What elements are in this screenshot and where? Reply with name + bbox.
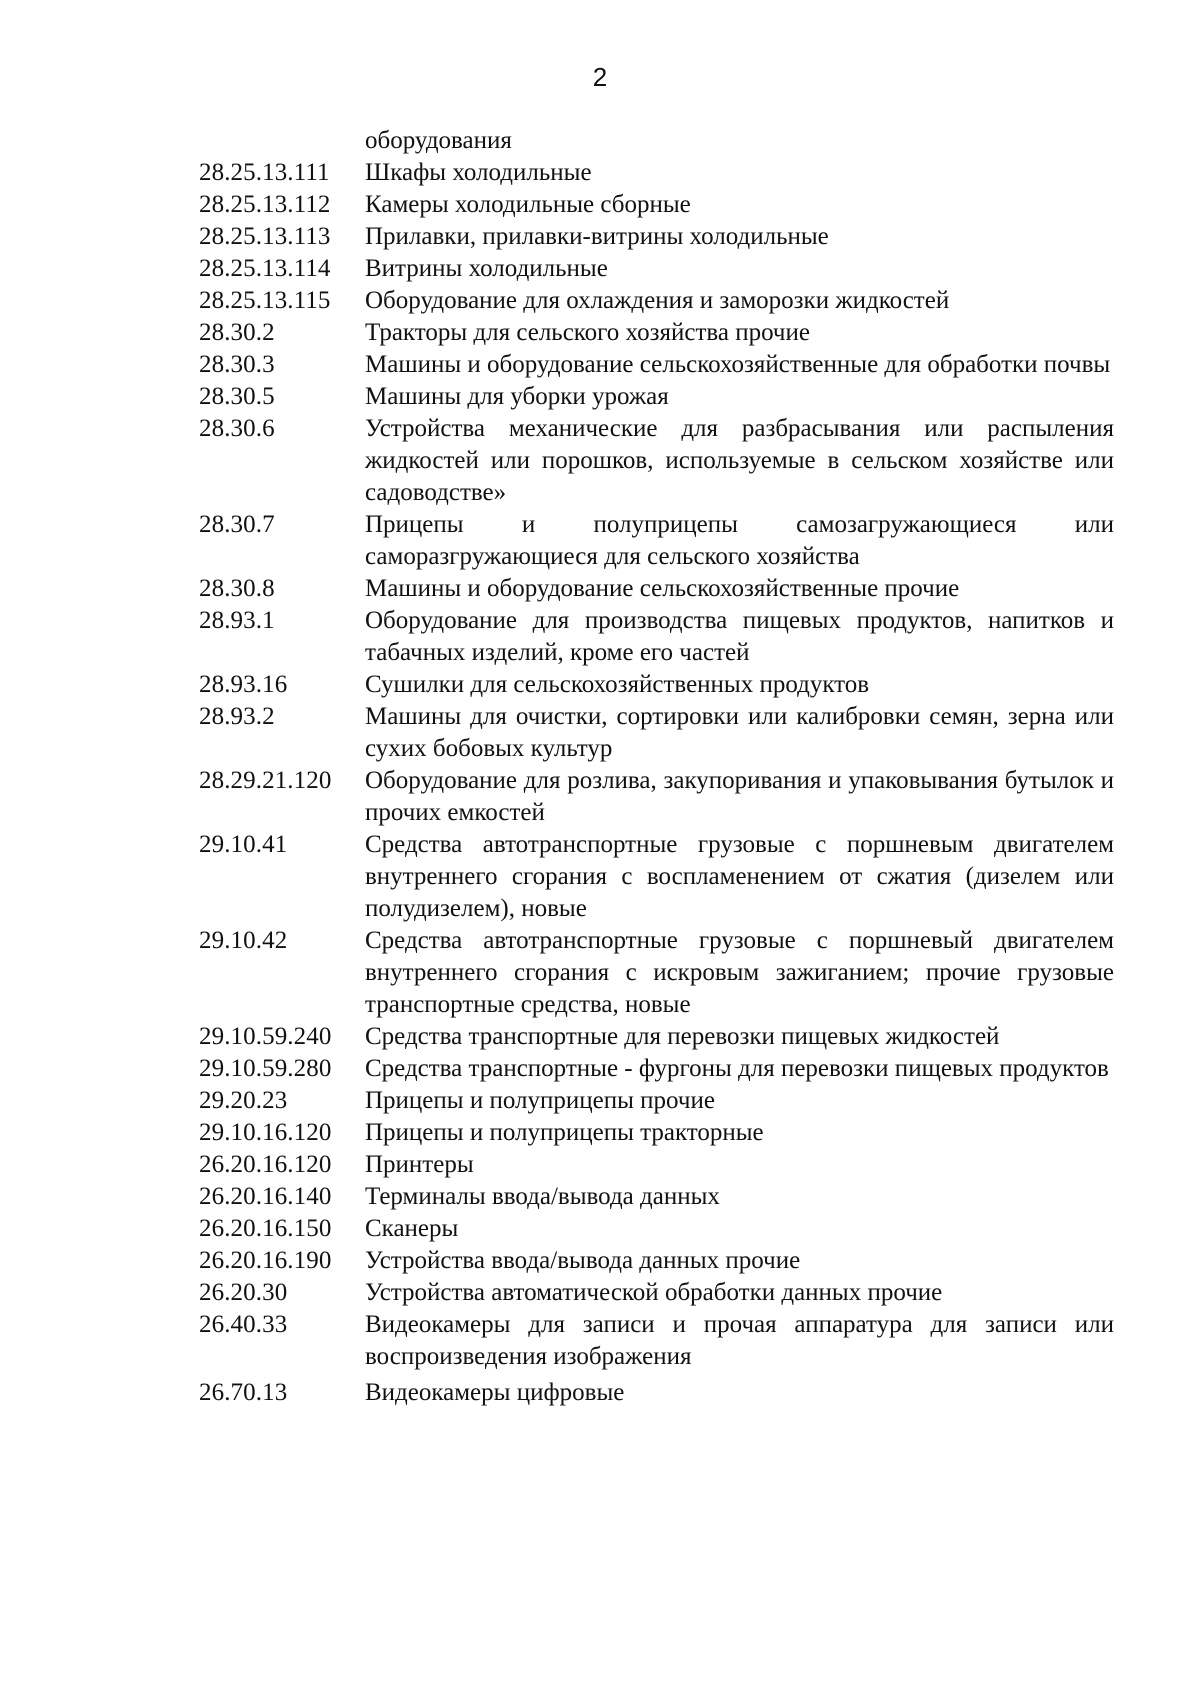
item-description: Устройства механические для разбрасывания или распыления жидкостей или порошков, используемые в сельском хозяйстве или садоводстве» bbox=[365, 415, 1114, 506]
item-description: Сканеры bbox=[365, 1215, 459, 1242]
item-code: 29.10.59.280 bbox=[199, 1055, 332, 1082]
item-description: оборудования bbox=[365, 127, 512, 154]
item-code: 26.40.33 bbox=[199, 1311, 288, 1338]
list-item bbox=[199, 573, 1114, 605]
list-item bbox=[199, 1085, 1114, 1117]
list-item bbox=[199, 925, 1114, 1021]
okpd-code-list bbox=[199, 125, 1114, 1409]
list-item bbox=[199, 125, 1114, 157]
list-item bbox=[199, 1053, 1114, 1085]
item-description: Шкафы холодильные bbox=[365, 159, 592, 186]
item-description: Средства автотранспортные грузовые с поршневым двигателем внутреннего сгорания с воспламенением от сжатия (дизелем или полудизелем), новые bbox=[365, 831, 1114, 922]
item-description: Прилавки, прилавки-витрины холодильные bbox=[365, 223, 829, 250]
item-description: Видеокамеры цифровые bbox=[365, 1379, 625, 1406]
item-description: Средства автотранспортные грузовые с поршневый двигателем внутреннего сгорания с искровым зажиганием; прочие грузовые транспортные средства, новые bbox=[365, 927, 1114, 1018]
item-code: 28.25.13.113 bbox=[199, 223, 331, 250]
item-code: 28.25.13.111 bbox=[199, 159, 330, 186]
item-code: 28.93.2 bbox=[199, 703, 275, 730]
item-description: Прицепы и полуприцепы прочие bbox=[365, 1087, 715, 1114]
list-item bbox=[199, 701, 1114, 765]
item-code: 26.20.16.150 bbox=[199, 1215, 332, 1242]
list-item bbox=[199, 1021, 1114, 1053]
item-code: 28.25.13.115 bbox=[199, 287, 331, 314]
item-code: 28.29.21.120 bbox=[199, 767, 332, 794]
page-number: 2 bbox=[592, 62, 608, 92]
list-item bbox=[199, 1309, 1114, 1373]
list-item bbox=[199, 509, 1114, 573]
item-description: Витрины холодильные bbox=[365, 255, 608, 282]
item-description: Оборудование для охлаждения и заморозки жидкостей bbox=[365, 287, 950, 314]
item-description: Устройства автоматической обработки данных прочие bbox=[365, 1279, 943, 1306]
list-item bbox=[199, 605, 1114, 669]
item-description: Машины для уборки урожая bbox=[365, 383, 669, 410]
list-item bbox=[199, 317, 1114, 349]
list-item bbox=[199, 381, 1114, 413]
list-item bbox=[199, 669, 1114, 701]
item-description: Прицепы и полуприцепы самозагружающиеся или саморазгружающиеся для сельского хозяйства bbox=[365, 511, 1114, 570]
list-item bbox=[199, 413, 1114, 509]
item-code: 29.10.42 bbox=[199, 927, 288, 954]
item-description: Машины и оборудование сельскохозяйственные для обработки почвы bbox=[365, 351, 1111, 378]
item-code: 26.20.16.140 bbox=[199, 1183, 332, 1210]
item-code: 28.30.5 bbox=[199, 383, 275, 410]
item-description: Машины и оборудование сельскохозяйственные прочие bbox=[365, 575, 960, 602]
item-code: 28.30.3 bbox=[199, 351, 275, 378]
list-item bbox=[199, 1245, 1114, 1277]
list-item bbox=[199, 1149, 1114, 1181]
list-item bbox=[199, 1117, 1114, 1149]
item-code: 26.20.30 bbox=[199, 1279, 288, 1306]
list-item bbox=[199, 1377, 1114, 1409]
list-item bbox=[199, 253, 1114, 285]
list-item bbox=[199, 1213, 1114, 1245]
item-description: Принтеры bbox=[365, 1151, 474, 1178]
item-description: Устройства ввода/вывода данных прочие bbox=[365, 1247, 801, 1274]
item-code: 29.20.23 bbox=[199, 1087, 288, 1114]
item-code: 26.20.16.120 bbox=[199, 1151, 332, 1178]
list-item bbox=[199, 765, 1114, 829]
list-item bbox=[199, 349, 1114, 381]
item-code: 28.30.7 bbox=[199, 511, 275, 538]
list-item bbox=[199, 221, 1114, 253]
list-item bbox=[199, 1181, 1114, 1213]
list-item bbox=[199, 285, 1114, 317]
list-item bbox=[199, 1277, 1114, 1309]
item-description: Камеры холодильные сборные bbox=[365, 191, 691, 218]
item-description: Сушилки для сельскохозяйственных продуктов bbox=[365, 671, 870, 698]
item-description: Терминалы ввода/вывода данных bbox=[365, 1183, 720, 1210]
list-item bbox=[199, 829, 1114, 925]
item-code: 28.30.6 bbox=[199, 415, 275, 442]
item-code: 28.25.13.114 bbox=[199, 255, 331, 282]
item-code: 28.25.13.112 bbox=[199, 191, 331, 218]
item-description: Тракторы для сельского хозяйства прочие bbox=[365, 319, 810, 346]
list-item bbox=[199, 157, 1114, 189]
item-description: Средства транспортные для перевозки пищевых жидкостей bbox=[365, 1023, 1000, 1050]
item-code: 29.10.41 bbox=[199, 831, 288, 858]
item-code: 29.10.59.240 bbox=[199, 1023, 332, 1050]
item-code: 26.70.13 bbox=[199, 1379, 288, 1406]
item-code: 28.30.8 bbox=[199, 575, 275, 602]
item-code: 28.93.16 bbox=[199, 671, 288, 698]
item-description: Оборудование для розлива, закупоривания и упаковывания бутылок и прочих емкостей bbox=[365, 767, 1114, 826]
item-code: 29.10.16.120 bbox=[199, 1119, 332, 1146]
list-item bbox=[199, 189, 1114, 221]
item-code: 26.20.16.190 bbox=[199, 1247, 332, 1274]
item-description: Оборудование для производства пищевых продуктов, напитков и табачных изделий, кроме его частей bbox=[365, 607, 1114, 666]
item-description: Средства транспортные - фургоны для перевозки пищевых продуктов bbox=[365, 1055, 1109, 1082]
item-description: Прицепы и полуприцепы тракторные bbox=[365, 1119, 764, 1146]
item-description: Машины для очистки, сортировки или калибровки семян, зерна или сухих бобовых культур bbox=[365, 703, 1114, 762]
item-code: 28.30.2 bbox=[199, 319, 275, 346]
item-description: Видеокамеры для записи и прочая аппаратура для записи или воспроизведения изображения bbox=[365, 1311, 1114, 1370]
item-code: 28.93.1 bbox=[199, 607, 275, 634]
